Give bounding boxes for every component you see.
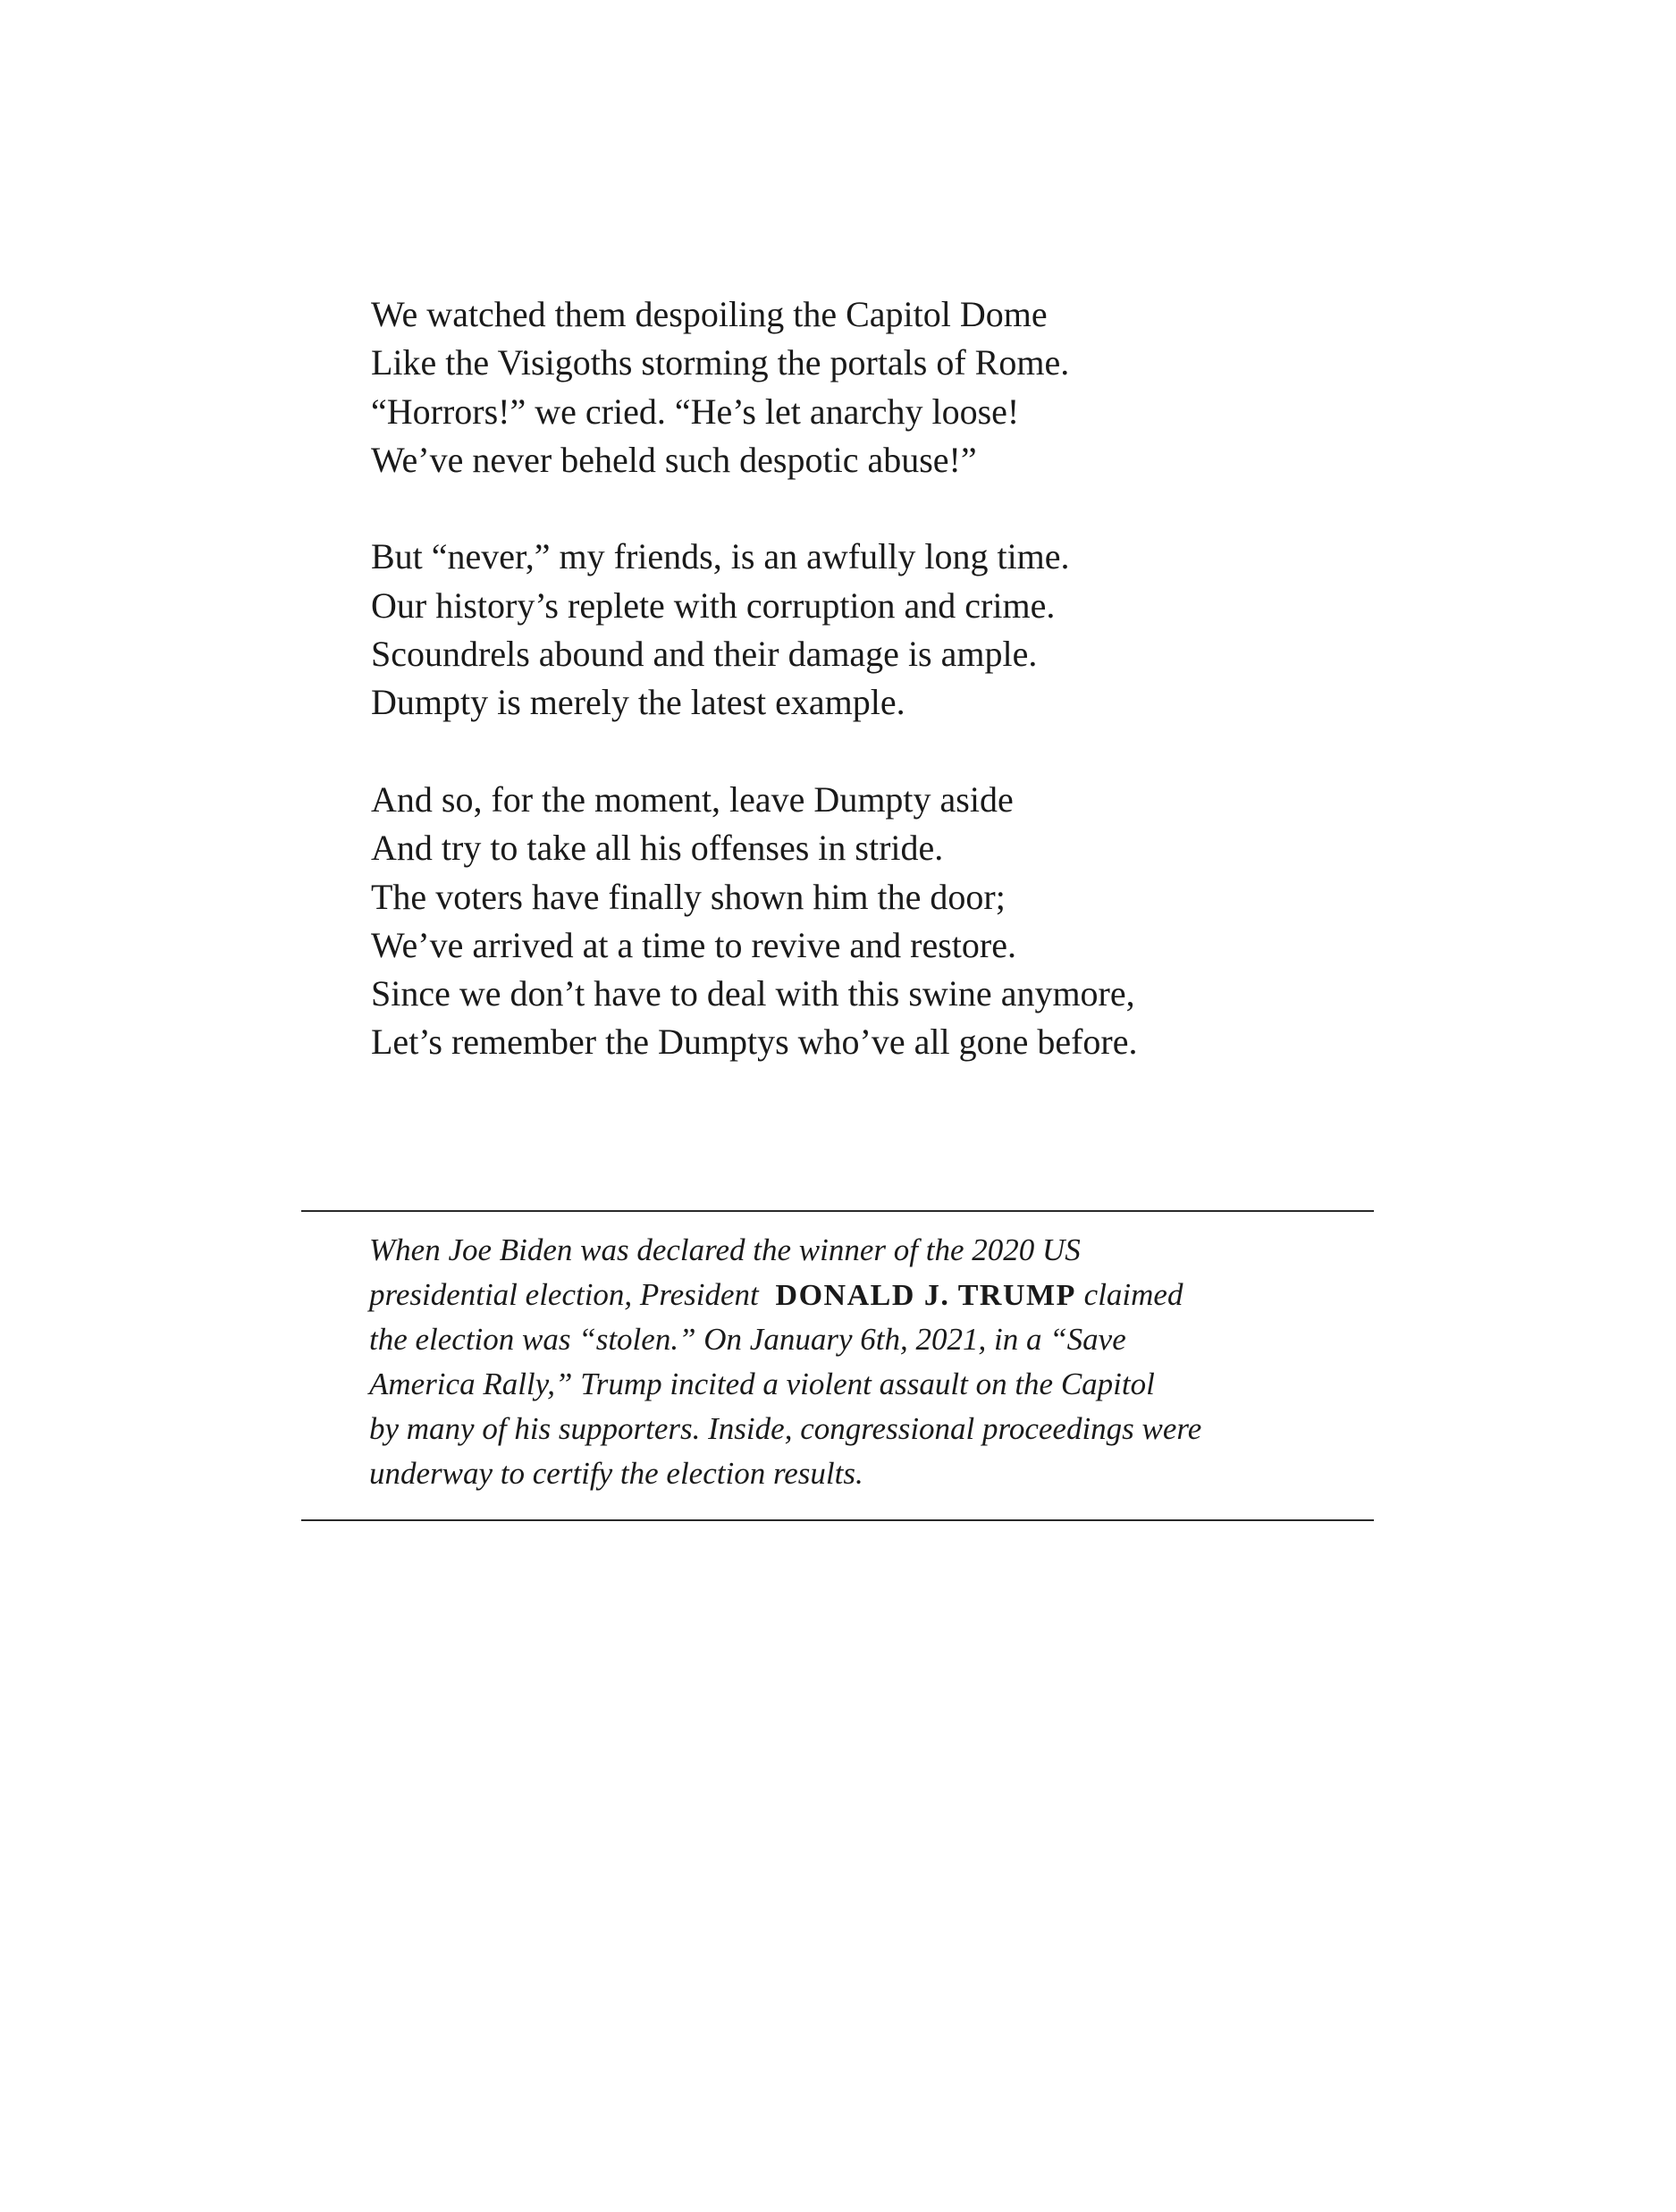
caption-top-rule [301, 1210, 1374, 1212]
poem-line: Dumpty is merely the latest example. [371, 682, 905, 723]
caption-text: presidential election, President [369, 1277, 759, 1312]
caption-line: When Joe Biden was declared the winner of the 2020 US [369, 1232, 1081, 1267]
poem-stanza-1 [371, 290, 1354, 484]
caption-line: America Rally,” Trump incited a violent assault on the Capitol [369, 1367, 1155, 1401]
caption-line: by many of his supporters. Inside, congressional proceedings were [369, 1411, 1202, 1446]
poem-line: We’ve arrived at a time to revive and restore. [371, 924, 1016, 965]
poem-line: Let’s remember the Dumptys who’ve all gone before. [371, 1022, 1138, 1063]
caption-line: underway to certify the election results. [369, 1456, 863, 1491]
poem-line: We watched them despoiling the Capitol Dome [371, 294, 1048, 334]
poem-line: We’ve never beheld such despotic abuse!” [371, 439, 977, 480]
poem-stanza-3 [371, 776, 1354, 1067]
subject-name: DONALD J. TRUMP [775, 1279, 1076, 1312]
poem-line: But “never,” my friends, is an awfully long time. [371, 536, 1070, 577]
poem-line: And so, for the moment, leave Dumpty aside [371, 778, 1014, 820]
poem [371, 290, 1354, 1115]
caption [369, 1228, 1352, 1496]
poem-line: Like the Visigoths storming the portals of Rome. [371, 342, 1070, 383]
caption-bottom-rule [301, 1519, 1374, 1521]
poem-line: The voters have finally shown him the door; [371, 876, 1006, 917]
caption-text: claimed [1083, 1277, 1183, 1312]
caption-line: the election was “stolen.” On January 6th, 2021, in a “Save [369, 1322, 1126, 1357]
poem-line: Our history’s replete with corruption and crime. [371, 585, 1056, 626]
poem-line: “Horrors!” we cried. “He’s let anarchy loose! [371, 391, 1020, 432]
poem-line: Scoundrels abound and their damage is ample. [371, 634, 1038, 675]
poem-stanza-2 [371, 533, 1354, 727]
poem-line: And try to take all his offenses in stride. [371, 828, 944, 869]
caption-line [369, 1273, 1352, 1317]
poem-line: Since we don’t have to deal with this swine anymore, [371, 973, 1135, 1014]
